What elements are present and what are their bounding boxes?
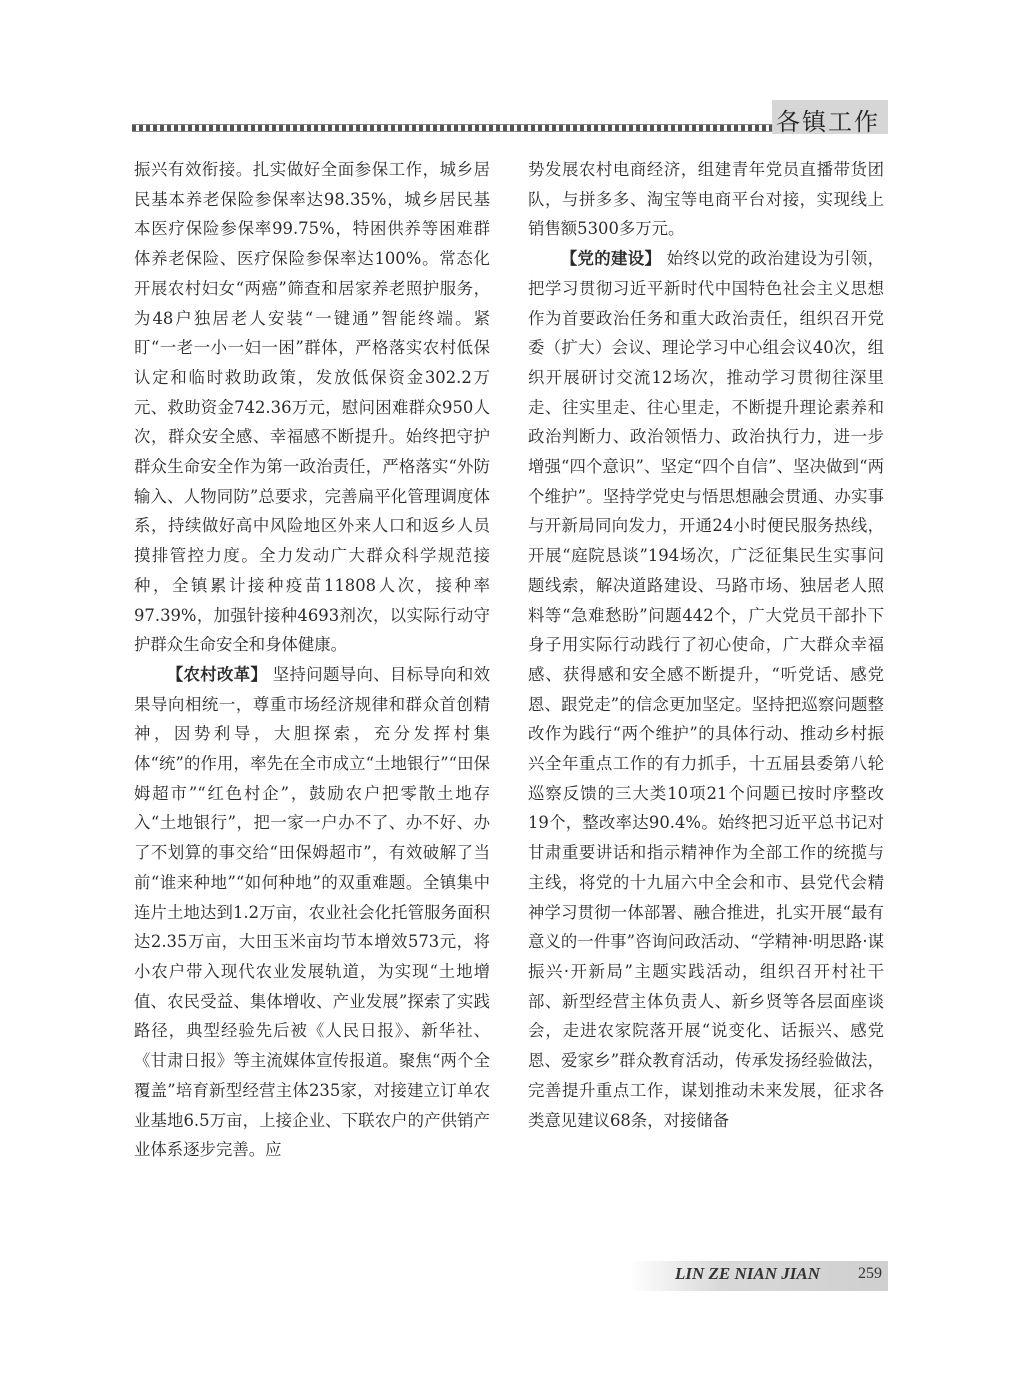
left-paragraph-2 (134, 660, 490, 1165)
right-paragraph-2 (528, 244, 884, 1135)
right-paragraph-1: 势发展农村电商经济，组建青年党员直播带货团队，与拼多多、淘宝等电商平台对接，实现线上销售额5300多万元。 (528, 160, 884, 239)
party-building-heading: 【党的建设】 (560, 249, 662, 269)
left-text-column (134, 155, 490, 1165)
header-decorative-rule (132, 124, 772, 132)
right-text-column (528, 155, 884, 1135)
publication-title: LIN ZE NIAN JIAN (675, 1264, 820, 1283)
left-paragraph-1: 振兴有效衔接。扎实做好全面参保工作，城乡居民基本养老保险参保率达98.35%，城乡居民基本医疗保险参保率99.75%，特困供养等困难群体养老保险、医疗保险参保率达100%。常态化开展农村妇女“两癌”筛查和居家养老照护服务，为48户独居老人安装“一键通”智能终端。紧盯“一老一小一妇一困”群体，严格落实农村低保认定和临时救助政策，发放低保资金302.2万元、救助资金742.36万元，慰问困难群众950人次，群众安全感、幸福感不断提升。始终把守护群众生命安全作为第一政治责任，严格落实“外防输入、人物同防”总要求，完善扁平化管理调度体系，持续做好高中风险地区外来人口和返乡人员摸排管控力度。全力发动广大群众科学规范接种，全镇累计接种疫苗11808人次，接种率97.39%，加强针接种4693剂次，以实际行动守护群众生命安全和身体健康。 (134, 160, 490, 655)
section-title: 各镇工作 (776, 108, 880, 136)
rural-reform-text: 坚持问题导向、目标导向和效果导向相统一，尊重市场经济规律和群众首创精神，因势利导，大胆探索，充分发挥村集体“统”的作用，率先在全市成立“土地银行”“田保姆超市”“红色村企”，鼓励农户把零散土地存入“土地银行”，把一家一户办不了、办不好、办了不划算的事交给“田保姆超市”，有效破解了当前“谁来种地”“如何种地”的双重难题。全镇集中连片土地达到1.2万亩，农业社会化托管服务面积达2.35万亩，大田玉米亩均节本增效573元，将小农户带入现代农业发展轨道，为实现“土地增值、农民受益、集体增收、产业发展”探索了实践路径，典型经验先后被《人民日报》、新华社、《甘肃日报》等主流媒体宣传报道。聚焦“两个全覆盖”培育新型经营主体235家，对接建立订单农业基地6.5万亩，上接企业、下联农户的产供销产业体系逐步完善。应 (134, 664, 491, 1160)
rural-reform-heading: 【农村改革】 (166, 664, 268, 684)
page-number: 259 (858, 1265, 882, 1282)
section-header-tab (772, 100, 888, 134)
party-building-text: 始终以党的政治建设为引领，把学习贯彻习近平新时代中国特色社会主义思想作为首要政治任务和重大政治责任，组织召开党委（扩大）会议、理论学习中心组会议40次，组织开展研讨交流12场次，推动学习贯彻往深里走、往实里走、往心里走，不断提升理论素养和政治判断力、政治领悟力、政治执行力，进一步增强“四个意识”、坚定“四个自信”、坚决做到“两个维护”。坚持学党史与悟思想融会贯通、办实事与开新局同向发力，开通24小时便民服务热线，开展“庭院恳谈”194场次，广泛征集民生实事问题线索，解决道路建设、马路市场、独居老人照料等“急难愁盼”问题442个，广大党员干部扑下身子用实际行动践行了初心使命，广大群众幸福感、获得感和安全感不断提升，“听党话、感党恩、跟党走”的信念更加坚定。坚持把巡察问题整改作为践行“两个维护”的具体行动、推动乡村振兴全年重点工作的有力抓手，十五届县委第八轮巡察反馈的三大类10项21个问题已按时序整改19个，整改率达90.4%。始终把习近平总书记对甘肃重要讲话和指示精神作为全部工作的统揽与主线，将党的十九届六中全会和市、县党代会精神学习贯彻一体部署、融合推进，扎实开展“最有意义的一件事”咨询问政活动、“学精神·明思路·谋振兴·开新局”主题实践活动，组织召开村社干部、新型经营主体负责人、新乡贤等各层面座谈会，走进农家院落开展“说变化、话振兴、感党恩、爱家乡”群众教育活动，传承发扬经验做法，完善提升重点工作，谋划推动未来发展，征求各类意见建议68条，对接储备 (528, 249, 885, 1130)
